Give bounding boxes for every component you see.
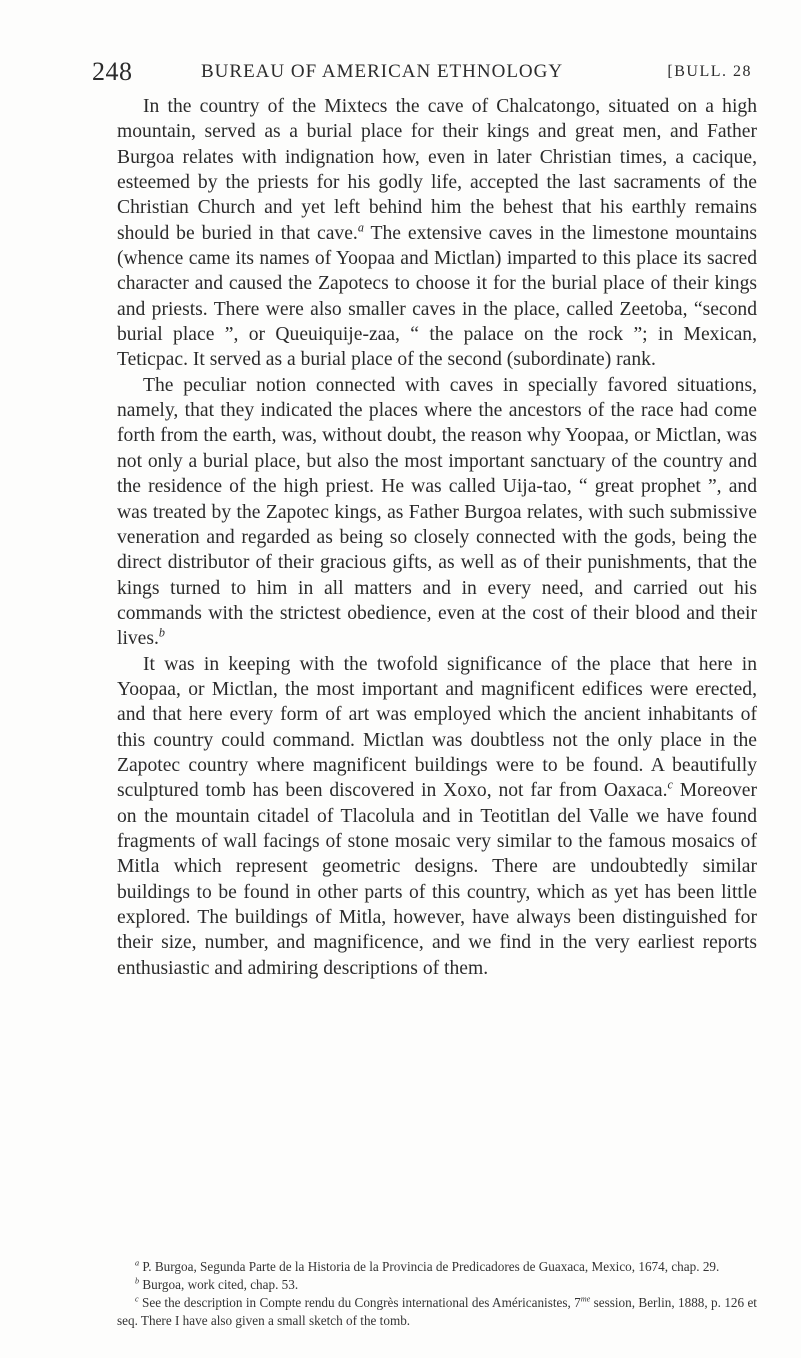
footnote-text: session, Berlin, 1888, p. 126 et seq. There I have also given a small sketch of the tomb. bbox=[117, 1295, 757, 1328]
footnote-reference: a bbox=[357, 220, 364, 235]
paragraph bbox=[117, 652, 757, 981]
footnote-mark: a bbox=[135, 1258, 140, 1268]
paragraph-text: The extensive caves in the limestone mountains (whence came its names of Yoopaa and Mictlan) imparted to this place its sacred character and caused the Zapotecs to choose it for the burial place of their kings and priests. There were also smaller caves in the place, called Zeetoba, “second burial place ”, or Queuiquije-zaa, “ the palace on the rock ”; in Mexican, Teticpac. It served as a burial place of the second (subordinate) rank. bbox=[117, 222, 757, 371]
footnote bbox=[117, 1258, 757, 1276]
body-text bbox=[117, 94, 757, 981]
footnote-reference: c bbox=[667, 777, 673, 792]
paragraph-text: The peculiar notion connected with caves in specially favored situations, namely, that they indicated the places where the ancestors of the race had come forth from the earth, was, without doubt, the reason why Yoopaa, or Mictlan, was not only a burial place, but also the most important sanctuary of the country and the residence of the high priest. He was called Uija-tao, “ great prophet ”, and was treated by the Zapotec kings, as Father Burgoa relates, with such submissive veneration and regarded as being so closely connected with the gods, being the direct distributor of their gracious gifts, as well as of their punishments, that the kings turned to him in all matters and in every need, and carried out his commands with the strictest obedience, even at the cost of their blood and their lives. bbox=[117, 374, 757, 650]
footnote-mark: c bbox=[135, 1294, 139, 1304]
bulletin-number: [BULL. 28 bbox=[667, 63, 752, 80]
paragraph-text: Moreover on the mountain citadel of Tlacolula and in Teotitlan del Valle we have found fragments of wall facings of stone mosaic very similar to the famous mosaics of Mitla which represent geometric designs. There are undoubtedly similar buildings to be found in other parts of this country, which as yet has been little explored. The buildings of Mitla, however, have always been distinguished for their size, number, and magnificence, and we find in the very earliest reports enthusiastic and admiring descriptions of them. bbox=[117, 780, 758, 979]
paragraph bbox=[117, 373, 757, 652]
paragraph-text: In the country of the Mixtecs the cave of Chalcatongo, situated on a high mountain, served as a burial place for their kings and great men, and Father Burgoa relates with indignation how, even in later Christian times, a cacique, esteemed by the priests for his godly life, accepted the last sacraments of the Christian Church and yet left behind him the behest that his earthly remains should be buried in that cave. bbox=[117, 96, 757, 244]
page-number: 248 bbox=[92, 57, 133, 86]
page-header bbox=[92, 57, 760, 87]
footnote-text: P. Burgoa, Segunda Parte de la Historia de la Provincia de Predicadores de Guaxaca, Mexico, 1674, chap. 29. bbox=[139, 1259, 720, 1274]
ordinal-suffix: me bbox=[580, 1294, 591, 1304]
footnote bbox=[117, 1294, 757, 1330]
footnote bbox=[117, 1276, 757, 1294]
footnote-text: See the description in Compte rendu du Congrès international des Américanistes, 7 bbox=[138, 1295, 581, 1310]
paragraph-text: It was in keeping with the twofold significance of the place that here in Yoopaa, or Mictlan, the most important and magnificent edifices were erected, and that here every form of art was employed which the ancient inhabitants of this country could command. Mictlan was doubtless not the only place in the Zapotec country where magnificent buildings were to be found. A beautifully sculptured tomb has been discovered in Xoxo, not far from Oaxaca. bbox=[117, 653, 757, 802]
footnote-mark: b bbox=[135, 1276, 140, 1286]
footnote-reference: b bbox=[158, 625, 165, 640]
footnote-text: Burgoa, work cited, chap. 53. bbox=[139, 1277, 299, 1292]
paragraph bbox=[117, 94, 757, 373]
footnotes bbox=[117, 1258, 757, 1330]
running-head: BUREAU OF AMERICAN ETHNOLOGY bbox=[201, 61, 564, 82]
